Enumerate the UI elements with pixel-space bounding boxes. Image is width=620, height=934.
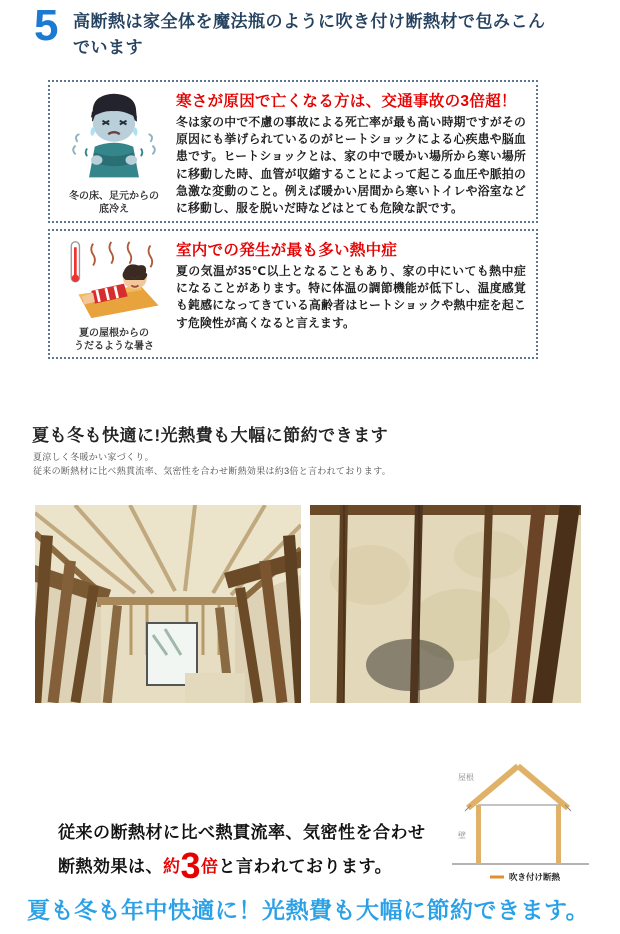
shivering-person-icon — [66, 172, 162, 189]
diagram-roof-label: 屋根 — [458, 773, 474, 782]
cold-box-body: 冬は家の中で不慮の事故による死亡率が最も高い時期ですがその原因にも挙げられているのがヒートショックによる心疾患や脳血患です。ヒートショックとは、家の中で暖かい場所から寒い場所に移動した時、血管が収縮することによって起こる血圧や脈拍の急激な変動のこと。例えば暖かい居間から寒いトイレや浴室などに移動し、服を脱いだ時などはとても危険な訳です。 — [176, 115, 526, 216]
claim-suffix: と言われております。 — [218, 857, 393, 876]
diagram-legend-label: 吹き付け断熱 — [509, 872, 561, 882]
mid-section-heading: 夏も冬も快適に!光熱費も大幅に節約できます — [32, 426, 389, 445]
mid-section-subline2: 従来の断熱材に比べ熱貫流率、気密性を合わせ断熱効果は約3倍と言われております。 — [33, 466, 391, 476]
heat-box-title: 室内での発生が最も多い熱中症 — [176, 242, 398, 259]
house-insulation-diagram — [448, 758, 593, 886]
heat-box-content — [168, 238, 526, 353]
page-title: 高断熱は家全体を魔法瓶のように吹き付け断熱材で包みこんでいます — [73, 12, 546, 58]
heatstroke-info-box — [48, 229, 538, 359]
heat-box-body: 夏の気温が35℃以上となることもあり、家の中にいても熱中症になることがあります。特に体温の調節機能が低下し、温度感覚も鈍感になってきている高齢者はヒートショックや熱中症を起こす危険性が高くなると言えます。 — [176, 264, 526, 330]
heat-illustration-column — [60, 238, 168, 353]
heat-illustration-caption: 夏の屋根からの うだるような暑さ — [74, 328, 154, 352]
section-number: 5 — [34, 1, 59, 50]
claim-number-3: 3 — [180, 845, 202, 886]
claim-prefix: 断熱効果は、 — [58, 857, 163, 876]
cold-risk-info-box — [48, 80, 538, 223]
bottom-claim-line2 — [58, 845, 393, 886]
spray-foam-room-photo — [35, 505, 301, 703]
bottom-claim-line1: 従来の断熱材に比べ熱貫流率、気密性を合わせ — [58, 823, 426, 842]
cold-illustration-column — [60, 89, 168, 217]
cold-box-content — [168, 89, 526, 217]
spray-foam-wall-photo — [310, 505, 581, 703]
cold-box-title: 寒さが原因で亡くなる方は、交通事故の3倍超！ — [176, 93, 517, 110]
overheated-person-icon — [64, 309, 164, 326]
claim-about: 約 — [163, 857, 181, 876]
mid-section-subline1: 夏涼しく冬暖かい家づくり。 — [33, 452, 154, 462]
bottom-tagline: 夏も冬も年中快適に！光熱費も大幅に節約できます。 — [27, 897, 590, 923]
diagram-wall-label: 壁 — [458, 831, 466, 840]
claim-unit: 倍 — [201, 857, 219, 876]
cold-illustration-caption: 冬の床、足元からの 底冷え — [69, 191, 159, 215]
